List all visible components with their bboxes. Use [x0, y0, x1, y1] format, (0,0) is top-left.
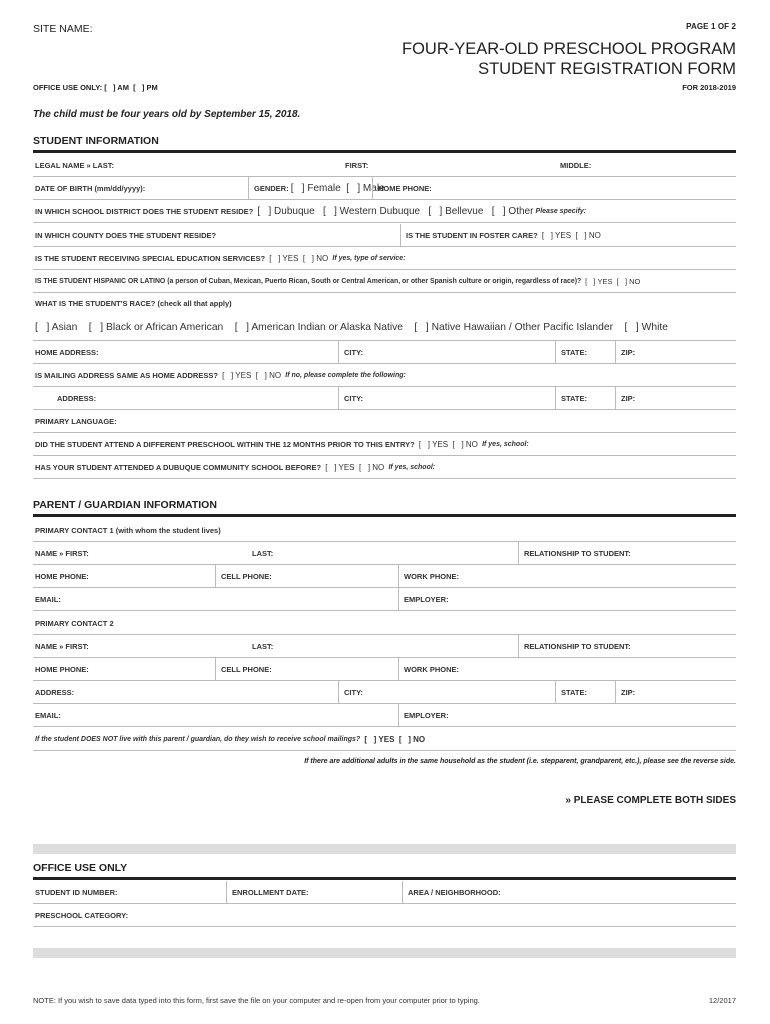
contact1-cell-phone-field[interactable]: CELL PHONE: — [215, 565, 272, 587]
age-requirement-note: The child must be four years old by September 15, 2018. — [33, 109, 301, 120]
foster-care-question: IS THE STUDENT IN FOSTER CARE? [ ] YES [ ] NO — [400, 224, 601, 246]
mailings-question: If the student DOES NOT live with this parent / guardian, do they wish to receive school mailings? [ ] YES [ ] NO — [35, 734, 426, 744]
contact1-first-name-field[interactable]: NAME » FIRST: — [35, 548, 89, 558]
district-checkboxes[interactable]: [ ] Dubuque [ ] Western Dubuque [ ] Bellevue [ ] Other — [257, 205, 534, 217]
contact1-heading: PRIMARY CONTACT 1 (with whom the student lives) — [35, 525, 221, 535]
footer-note: NOTE: If you wish to save data typed into this form, first save the file on your computer and re-open from your computer prior to typing. — [33, 996, 480, 1005]
mailing-address-row — [33, 387, 736, 410]
race-question: WHAT IS THE STUDENT'S RACE? (check all that apply) — [35, 299, 232, 308]
mailing-question: IS MAILING ADDRESS SAME AS HOME ADDRESS? [ ] YES [ ] NO If no, please complete the following: — [35, 370, 406, 380]
dcs-school-field[interactable]: If yes, school: — [388, 463, 436, 471]
parent-info-heading: PARENT / GUARDIAN INFORMATION — [33, 499, 736, 517]
sped-question: IS THE STUDENT RECEIVING SPECIAL EDUCATION SERVICES? [ ] YES [ ] NO If yes, type of service: — [35, 253, 406, 263]
gender-label: GENDER: [ ] Female [ ] Male — [248, 177, 385, 199]
prior-preschool-school-field[interactable]: If yes, school: — [482, 440, 529, 448]
area-neighborhood-field[interactable]: AREA / NEIGHBORHOOD: — [402, 881, 501, 903]
hispanic-question: IS THE STUDENT HISPANIC OR LATINO (a person of Cuban, Mexican, Puerto Rican, South or Central American, or other Spanish culture or origin, regardless of race)? [ ] YES [ ] NO — [35, 276, 641, 286]
student-id-field[interactable]: STUDENT ID NUMBER: — [35, 887, 118, 897]
student-info-heading: STUDENT INFORMATION — [33, 135, 736, 153]
contact1-email-row — [33, 588, 736, 611]
gender-checkboxes[interactable]: [ ] Female [ ] Male — [290, 182, 385, 194]
district-row — [33, 200, 736, 223]
dcs-question: HAS YOUR STUDENT ATTENDED A DUBUQUE COMMUNITY SCHOOL BEFORE? [ ] YES [ ] NO If yes, school: — [35, 462, 436, 472]
district-specify-field[interactable]: Please specify: — [535, 207, 587, 215]
contact1-last-name-field[interactable]: LAST: — [252, 548, 274, 558]
sped-row — [33, 247, 736, 270]
contact1-name-row — [33, 542, 736, 565]
mailing-zip-field[interactable]: ZIP: — [615, 387, 635, 409]
mailings-row — [33, 728, 736, 751]
mailing-city-field[interactable]: CITY: — [338, 387, 363, 409]
contact1-phone-row — [33, 565, 736, 588]
legal-last-name-field[interactable]: LEGAL NAME » LAST: — [35, 160, 115, 170]
school-year: FOR 2018-2019 — [682, 83, 736, 92]
dcs-checkboxes[interactable]: [ ] YES [ ] NO — [325, 462, 385, 472]
contact2-first-name-field[interactable]: NAME » FIRST: — [35, 641, 89, 651]
dcs-row — [33, 456, 736, 479]
contact2-email-field[interactable]: EMAIL: — [35, 710, 61, 720]
office-bottom-bar — [33, 948, 736, 958]
home-city-field[interactable]: CITY: — [338, 341, 363, 363]
form-title-line2: STUDENT REGISTRATION FORM — [478, 60, 736, 78]
home-address-field[interactable]: HOME ADDRESS: — [35, 347, 99, 357]
complete-both-sides: » PLEASE COMPLETE BOTH SIDES — [565, 795, 736, 806]
contact1-home-phone-field[interactable]: HOME PHONE: — [35, 571, 89, 581]
sped-type-field[interactable]: If yes, type of service: — [332, 254, 406, 262]
county-row — [33, 224, 736, 247]
first-name-field[interactable]: FIRST: — [345, 160, 369, 170]
site-name-label: SITE NAME: — [33, 23, 93, 35]
mailing-address-field[interactable]: ADDRESS: — [57, 393, 97, 403]
additional-adults-note: If there are additional adults in the same household as the student (i.e. stepparent, grandparent, etc.), please see the reverse side. — [304, 758, 736, 765]
contact2-phone-row — [33, 658, 736, 681]
contact2-last-name-field[interactable]: LAST: — [252, 641, 274, 651]
home-state-field[interactable]: STATE: — [555, 341, 587, 363]
contact1-work-phone-field[interactable]: WORK PHONE: — [398, 565, 459, 587]
district-question: IN WHICH SCHOOL DISTRICT DOES THE STUDENT RESIDE? [ ] Dubuque [ ] Western Dubuque [ ] Bellevue [ ] Other Please specify: — [35, 205, 587, 217]
prior-preschool-row — [33, 433, 736, 456]
mailing-row — [33, 364, 736, 387]
contact2-address-row — [33, 681, 736, 704]
footer-date: 12/2017 — [708, 996, 736, 1005]
contact2-relationship-field[interactable]: RELATIONSHIP TO STUDENT: — [518, 635, 631, 657]
primary-language-field[interactable]: PRIMARY LANGUAGE: — [35, 416, 117, 426]
office-use-am-pm[interactable]: OFFICE USE ONLY: [ ] AM [ ] PM — [33, 83, 158, 92]
sped-checkboxes[interactable]: [ ] YES [ ] NO — [269, 253, 329, 263]
foster-care-checkboxes[interactable]: [ ] YES [ ] NO — [541, 230, 601, 240]
contact2-work-phone-field[interactable]: WORK PHONE: — [398, 658, 459, 680]
preschool-category-field[interactable]: PRESCHOOL CATEGORY: — [35, 910, 129, 920]
office-row-2 — [33, 904, 736, 927]
contact2-email-row — [33, 704, 736, 727]
home-zip-field[interactable]: ZIP: — [615, 341, 635, 363]
contact1-heading-row — [33, 519, 736, 542]
contact2-home-phone-field[interactable]: HOME PHONE: — [35, 664, 89, 674]
contact2-heading: PRIMARY CONTACT 2 — [35, 618, 114, 628]
home-address-row — [33, 341, 736, 364]
dob-row — [33, 177, 736, 200]
contact2-employer-field[interactable]: EMPLOYER: — [398, 704, 449, 726]
contact2-state-field[interactable]: STATE: — [555, 681, 587, 703]
contact2-name-row — [33, 635, 736, 658]
middle-name-field[interactable]: MIDDLE: — [560, 160, 592, 170]
race-row — [33, 316, 736, 341]
contact2-heading-row — [33, 612, 736, 635]
prior-preschool-checkboxes[interactable]: [ ] YES [ ] NO — [418, 439, 478, 449]
contact2-city-field[interactable]: CITY: — [338, 681, 363, 703]
contact1-email-field[interactable]: EMAIL: — [35, 594, 61, 604]
dob-field[interactable]: DATE OF BIRTH (mm/dd/yyyy): — [35, 183, 146, 193]
race-checkboxes[interactable]: [ ] Asian [ ] Black or African American [ ] American Indian or Alaska Native [ ] Native Hawaiian / Other Pacific Islander [ ] White — [35, 321, 668, 333]
contact2-zip-field[interactable]: ZIP: — [615, 681, 635, 703]
form-title-line1: FOUR-YEAR-OLD PRESCHOOL PROGRAM — [401, 40, 736, 58]
contact2-cell-phone-field[interactable]: CELL PHONE: — [215, 658, 272, 680]
office-divider-bar — [33, 844, 736, 854]
office-use-heading: OFFICE USE ONLY — [33, 862, 736, 880]
hispanic-checkboxes[interactable]: [ ] YES [ ] NO — [585, 276, 641, 286]
mailing-note: If no, please complete the following: — [285, 371, 406, 379]
mailings-checkboxes[interactable]: [ ] YES [ ] NO — [364, 734, 426, 744]
page-number: PAGE 1 OF 2 — [686, 22, 736, 31]
language-row — [33, 410, 736, 433]
mailing-state-field[interactable]: STATE: — [555, 387, 587, 409]
mailing-checkboxes[interactable]: [ ] YES [ ] NO — [222, 370, 282, 380]
contact2-address-field[interactable]: ADDRESS: — [35, 687, 75, 697]
home-phone-field[interactable]: HOME PHONE: — [372, 177, 432, 199]
county-field[interactable]: IN WHICH COUNTY DOES THE STUDENT RESIDE? — [35, 230, 217, 240]
student-name-row — [33, 154, 736, 177]
contact1-employer-field[interactable]: EMPLOYER: — [398, 588, 449, 610]
prior-preschool-question: DID THE STUDENT ATTEND A DIFFERENT PRESCHOOL WITHIN THE 12 MONTHS PRIOR TO THIS ENTRY? [ ] YES [ ] NO If yes, school: — [35, 439, 529, 449]
enrollment-date-field[interactable]: ENROLLMENT DATE: — [226, 881, 309, 903]
office-row-1 — [33, 881, 736, 904]
contact1-relationship-field[interactable]: RELATIONSHIP TO STUDENT: — [518, 542, 631, 564]
hispanic-row — [33, 270, 736, 293]
